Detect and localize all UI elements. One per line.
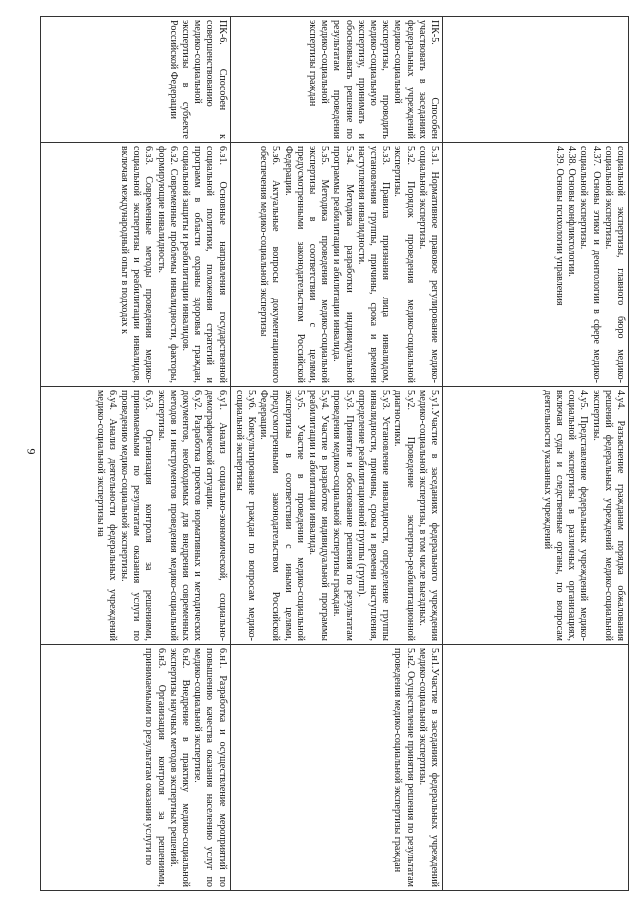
skill-item: 5.у3. Принятие и обоснование решения по результатам проведения медико-социальной экспертизы граждан. (331, 390, 355, 641)
ability-item: 6.н3. Организация контроля за решениями, принимаемыми по результатам оказания услуги по (143, 648, 167, 887)
knowledge-item: 4.38. Основы конфликтологии. (566, 146, 578, 277)
table-row (230, 17, 442, 891)
competency-table (40, 16, 629, 891)
skill-item: 6.у2. Разработка проектов нормативных и методических документов, необходимых для внедрения современных методов и инструментов проведения медико-социальной экспертизы. (155, 390, 204, 641)
knowledge-item: 5.з1. Нормативное правовое регулирование медико-социальной экспертизы. (416, 146, 440, 383)
knowledge-item: 6.з1. Основные направления государственной социальной политики, положения стратегий и программ в области охраны здоровья граждан, социальной защиты и реабилитации инвалидов. (179, 146, 228, 383)
table-container (66, 16, 629, 890)
ability-item: 5.н2. Осуществление принятия решения по результатам проведения медико-социальной экспертизы граждан (392, 648, 416, 887)
skill-item: 5.у4. Участие в разработке индивидуальной программы реабилитации и абилитации инвалида. (306, 390, 331, 641)
skill-item: 6.у1. Анализ социально-экономической, социально-демографической ситуации. (204, 390, 228, 641)
knowledge-item: 5.з4. Методика разработки индивидуальной программы реабилитации и абилитации инвалида. (331, 146, 355, 383)
skill-item: 4.у4. Разъяснение гражданам порядка обжалования решений федеральных учреждений медико-социальной экспертизы. (590, 390, 626, 641)
skill-item: 5.у6. Консультирование граждан по вопросам медико-социальной экспертизы (233, 390, 257, 641)
knowledge-item: 5.з3. Правила признания лица инвалидом, установления группы, причины, срока и времени наступления инвалидности. (355, 146, 392, 383)
skill-item: 5.у2. Проведение экспертно-реабилитационной диагностики. (392, 390, 416, 641)
knowledge-item: 6.з3. Современные методы проведения медико-социальной экспертизы и реабилитации инвалидов, включая международный опыт в подходах к (118, 146, 155, 383)
abilities-cell (443, 645, 629, 891)
abilities-cell (230, 645, 442, 891)
knowledge-item: 5.з6. Актуальные вопросы документационного обеспечения медико-социальной экспертизы (258, 146, 282, 383)
ability-item: 6.н2. Внедрение в практику медико-социальной экспертизы научных методов экспертных решений. (167, 648, 191, 887)
table-row (443, 17, 629, 891)
skill-item: 5.у5. Участие в проведении медико-социальной экспертизы в соответствии с иными целями, предусмотренными законодательством Российской Федерации. (258, 390, 306, 641)
skills-cell (40, 387, 230, 645)
knowledge-item: 4.39. Основы психологии управления (553, 146, 565, 306)
knowledge-cell (40, 143, 230, 387)
skills-cell (230, 387, 442, 645)
skill-item: 6.у4. Анализ деятельности федеральных учреждений медико-социальной экспертизы на (94, 390, 118, 641)
skill-item: 5.у3. Установление инвалидности, определение группы инвалидности, причины, срока и времени наступления, определение реабилитационной группы (групп). (355, 390, 392, 641)
skills-cell (443, 387, 629, 645)
table-row (40, 17, 230, 891)
knowledge-cell (230, 143, 442, 387)
knowledge-item: 5.з2. Порядок проведения медико-социальной экспертизы. (392, 146, 416, 383)
competency-cell (443, 17, 629, 143)
knowledge-item: 5.з5. Методика проведения медико-социальной экспертизы в соответствии с целями, предусмотренными законодательством Российской Федерации. (282, 146, 331, 383)
competency-cell: ПК-6. Способен к совершенствованию медико-социальной экспертизы в субъекте Российской Федерации (40, 17, 230, 143)
knowledge-item: 4.37. Основы этики и деонтологии в сфере медико-социальной экспертизы. (578, 146, 602, 383)
ability-item: 6.н1. Разработка и осуществление мероприятий по повышению качества оказания населению услуг по медико-социальной экспертизе. (192, 648, 228, 887)
skill-item: 6.у3. Организация контроля за решениями, принимаемыми по результатам оказания услуги по проведению медико-социальной экспертизы. (118, 390, 155, 641)
knowledge-item: социальной экспертизы, главного бюро медико-социальной экспертизы. (602, 146, 626, 383)
page-number: 9 (24, 448, 39, 455)
abilities-cell (40, 645, 230, 891)
knowledge-item: 6.з2. Современные проблемы инвалидности, факторы, формирующие инвалидность. (155, 146, 179, 383)
skill-item: 5.у1.Участие в заседаниях федерального учреждения медико-социальной экспертизы, в том числе выездных. (416, 390, 440, 641)
knowledge-cell (443, 143, 629, 387)
ability-item: 5.н1.Участие в заседаниях федеральных учреждений медико-социальной экспертизы. (416, 648, 440, 887)
skill-item: 4.у5. Представление федеральных учреждений медико-социальной экспертизы в различных организациях, включая суды и следственные органы, по вопросам деятельности указанных учреждений (541, 390, 590, 641)
competency-cell: ПК-5. Способен участвовать в заседаниях федеральных учреждений медико-социальной экспертизы, проводить медико-социальную экспертизу, принимать и обосновывать решение по результатам проведения медико-социальной экспертизы граждан (230, 17, 442, 143)
